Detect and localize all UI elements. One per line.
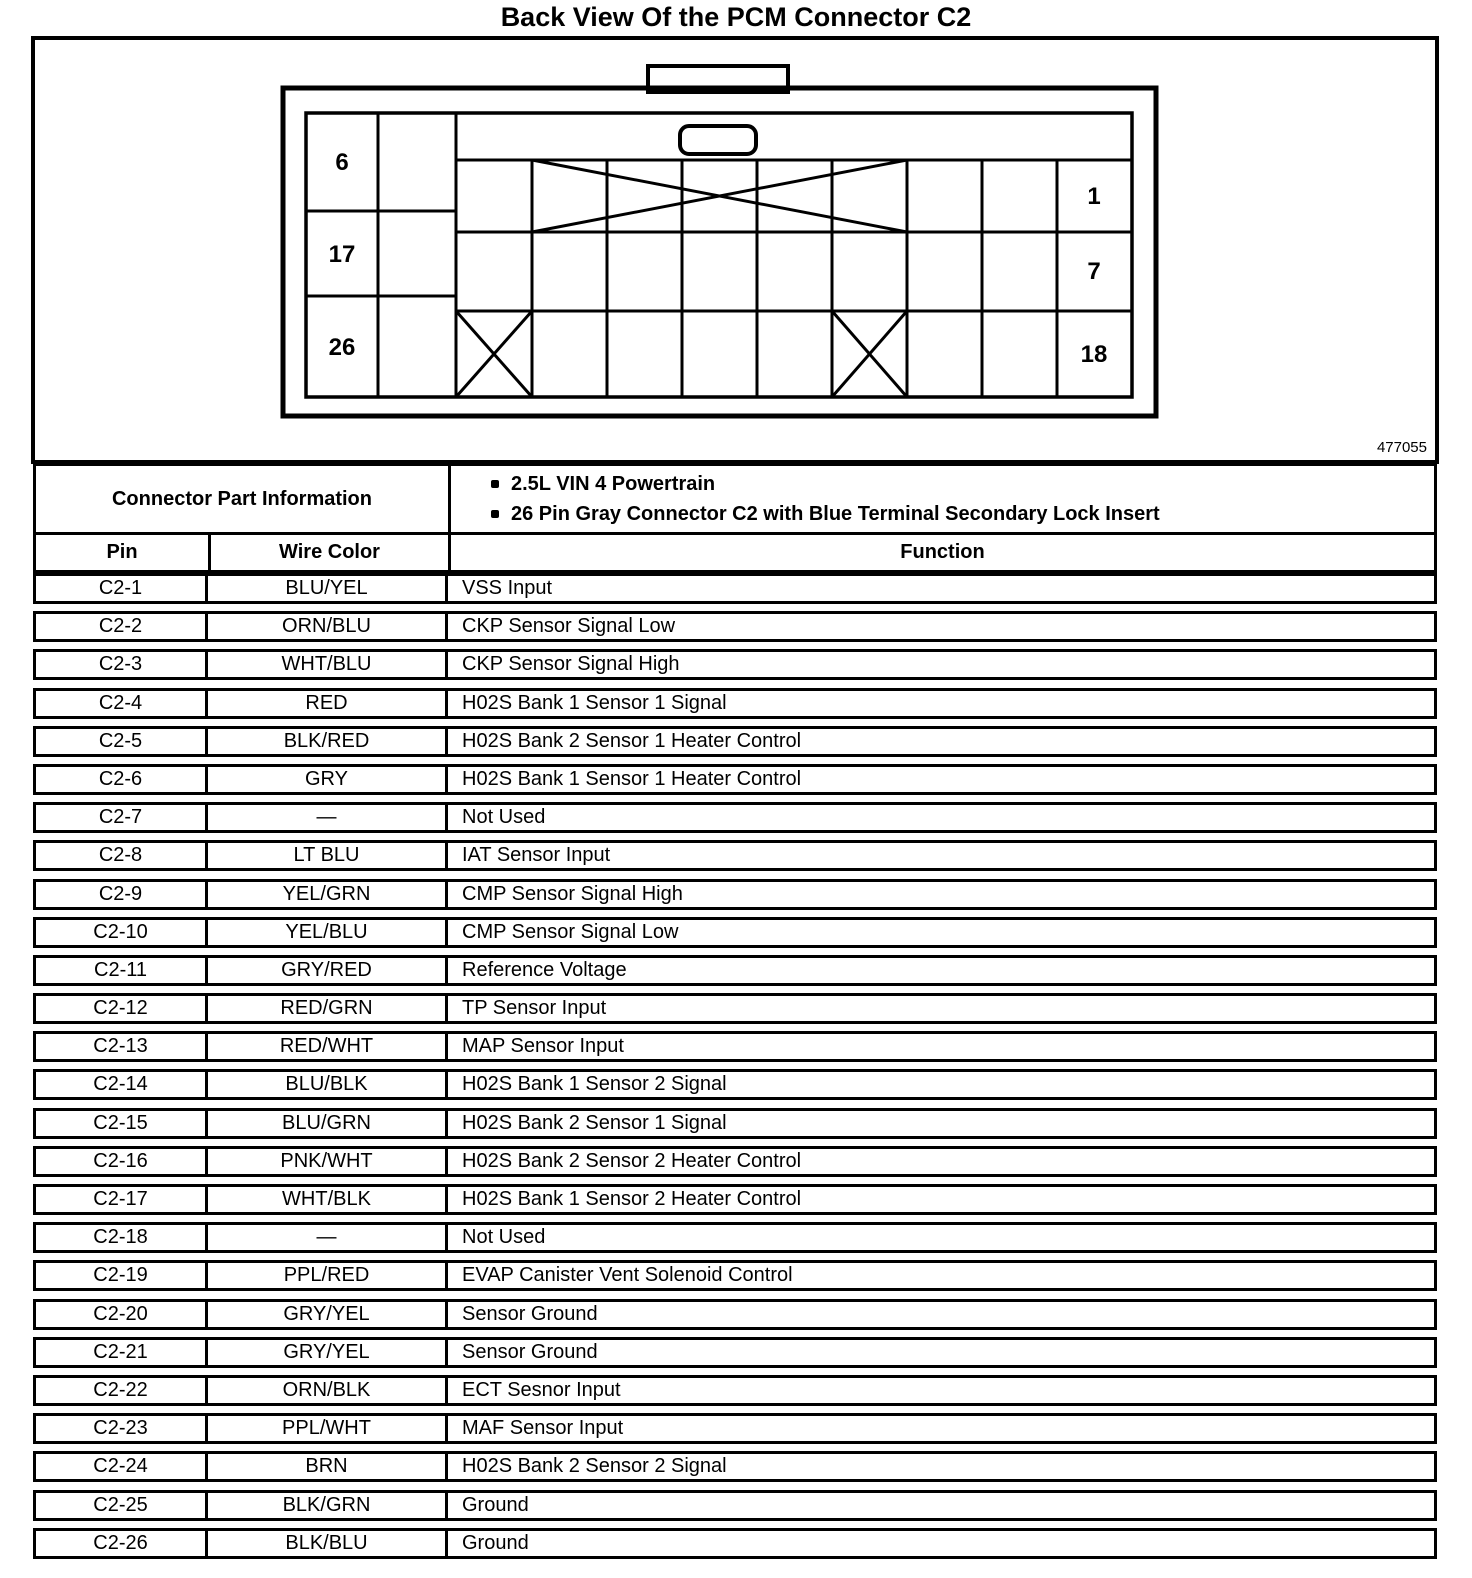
table-row — [33, 840, 1437, 871]
function-cell: Sensor Ground — [462, 1302, 598, 1325]
wire-color-cell: GRY/YEL — [208, 1302, 448, 1327]
wire-color-cell: GRY — [208, 767, 448, 792]
table-row — [33, 1413, 1437, 1444]
function-cell: H02S Bank 1 Sensor 1 Heater Control — [462, 767, 802, 790]
pin-cell: C2-2 — [36, 614, 208, 639]
table-row — [33, 1069, 1437, 1100]
pin-cell: C2-10 — [36, 920, 208, 945]
bullet-icon — [491, 510, 499, 518]
table-row — [33, 1260, 1437, 1291]
pin-label-17: 17 — [328, 241, 356, 268]
function-cell: Sensor Ground — [462, 1340, 598, 1363]
function-cell: H02S Bank 1 Sensor 2 Signal — [462, 1073, 727, 1096]
wire-color-cell: — — [208, 1225, 448, 1250]
pinout-table-header — [33, 532, 1437, 573]
wire-color-cell: WHT/BLK — [208, 1187, 448, 1212]
function-cell: IAT Sensor Input — [462, 844, 611, 867]
table-row — [33, 802, 1437, 833]
table-row — [33, 1451, 1437, 1482]
wire-color-cell: BLU/YEL — [208, 576, 448, 601]
table-row — [33, 1375, 1437, 1406]
wire-color-cell: BRN — [208, 1454, 448, 1479]
wire-color-cell: ORN/BLU — [208, 614, 448, 639]
pin-cell: C2-15 — [36, 1111, 208, 1136]
table-row — [33, 649, 1437, 680]
pin-label-7: 7 — [1087, 258, 1101, 285]
pin-cell: C2-11 — [36, 958, 208, 983]
pin-cell: C2-19 — [36, 1263, 208, 1288]
connector-part-info-row — [33, 463, 1437, 535]
wire-color-cell: YEL/BLU — [208, 920, 448, 945]
pin-cell: C2-25 — [36, 1493, 208, 1518]
function-cell: H02S Bank 2 Sensor 2 Signal — [462, 1455, 727, 1478]
pin-cell: C2-4 — [36, 691, 208, 716]
pin-cell: C2-14 — [36, 1072, 208, 1097]
keyway-slot — [680, 126, 756, 154]
wire-color-cell: PPL/RED — [208, 1263, 448, 1288]
pin-cell: C2-6 — [36, 767, 208, 792]
function-cell: CKP Sensor Signal Low — [462, 615, 676, 638]
pin-cell: C2-20 — [36, 1302, 208, 1327]
wire-color-cell: BLU/BLK — [208, 1072, 448, 1097]
pin-label-1: 1 — [1087, 183, 1101, 210]
pin-label-6: 6 — [335, 149, 349, 176]
wire-color-cell: ORN/BLK — [208, 1378, 448, 1403]
function-cell: H02S Bank 1 Sensor 1 Signal — [462, 691, 727, 714]
connector-part-info-details — [451, 466, 1434, 532]
pin-cell: C2-24 — [36, 1454, 208, 1479]
info-bullet-text: 2.5L VIN 4 Powertrain — [511, 472, 716, 495]
pin-number-labels — [329, 149, 1108, 368]
wire-color-cell: GRY/YEL — [208, 1340, 448, 1365]
wire-color-cell: RED/WHT — [208, 1034, 448, 1059]
column-header-pin: Pin — [36, 535, 211, 570]
table-row — [33, 1337, 1437, 1368]
table-row — [33, 993, 1437, 1024]
table-row — [33, 611, 1437, 642]
pin-cell: C2-17 — [36, 1187, 208, 1212]
wire-color-cell: — — [208, 805, 448, 830]
wire-color-cell: PPL/WHT — [208, 1416, 448, 1441]
function-cell: VSS Input — [462, 577, 553, 599]
pin-cell: C2-8 — [36, 843, 208, 868]
pin-grid — [456, 160, 1132, 397]
function-cell: Reference Voltage — [462, 958, 627, 981]
function-cell: CKP Sensor Signal High — [462, 653, 680, 676]
table-row — [33, 1146, 1437, 1177]
column-header-function: Function — [900, 541, 985, 563]
connector-outline — [283, 88, 1156, 416]
connector-diagram — [0, 0, 1472, 470]
wire-color-cell: YEL/GRN — [208, 882, 448, 907]
info-bullet-line — [491, 503, 1434, 526]
wire-color-cell: BLK/RED — [208, 729, 448, 754]
wire-color-cell: LT BLU — [208, 843, 448, 868]
function-cell: MAF Sensor Input — [462, 1417, 624, 1440]
pinout-rows — [33, 573, 1437, 1566]
table-row — [33, 1031, 1437, 1062]
wire-color-cell: PNK/WHT — [208, 1149, 448, 1174]
table-row — [33, 917, 1437, 948]
table-row — [33, 764, 1437, 795]
function-cell: Not Used — [462, 1226, 546, 1249]
table-row — [33, 879, 1437, 910]
wire-color-cell: BLK/BLU — [208, 1531, 448, 1556]
function-cell: Ground — [462, 1531, 529, 1554]
pin-label-18: 18 — [1080, 341, 1108, 368]
table-row — [33, 1528, 1437, 1559]
pin-label-26: 26 — [328, 334, 356, 361]
pin-cell: C2-3 — [36, 652, 208, 677]
table-row — [33, 573, 1437, 604]
function-cell: Ground — [462, 1493, 529, 1516]
info-bullet-line — [491, 473, 1434, 496]
function-cell: MAP Sensor Input — [462, 1035, 624, 1058]
function-cell: EVAP Canister Vent Solenoid Control — [462, 1264, 793, 1287]
figure-number: 477055 — [1376, 439, 1427, 456]
pin-cell: C2-12 — [36, 996, 208, 1021]
table-row — [33, 688, 1437, 719]
bullet-icon — [491, 480, 499, 488]
table-row — [33, 1108, 1437, 1139]
connector-part-info-header: Connector Part Information — [36, 466, 451, 532]
pin-cell: C2-7 — [36, 805, 208, 830]
function-cell: H02S Bank 2 Sensor 1 Heater Control — [462, 729, 802, 752]
function-cell: TP Sensor Input — [462, 997, 607, 1020]
function-cell: ECT Sesnor Input — [462, 1378, 621, 1401]
table-row — [33, 955, 1437, 986]
table-row — [33, 1490, 1437, 1521]
wire-color-cell: BLU/GRN — [208, 1111, 448, 1136]
pin-cell: C2-18 — [36, 1225, 208, 1250]
function-cell: CMP Sensor Signal Low — [462, 920, 679, 943]
wire-color-cell: RED — [208, 691, 448, 716]
wire-color-cell: GRY/RED — [208, 958, 448, 983]
pin-cell: C2-5 — [36, 729, 208, 754]
info-bullet-text: 26 Pin Gray Connector C2 with Blue Terminal Secondary Lock Insert — [511, 502, 1160, 525]
table-row — [33, 1299, 1437, 1330]
pin-cell: C2-23 — [36, 1416, 208, 1441]
pin-cell: C2-26 — [36, 1531, 208, 1556]
wire-color-cell: BLK/GRN — [208, 1493, 448, 1518]
pin-cell: C2-13 — [36, 1034, 208, 1059]
function-cell: CMP Sensor Signal High — [462, 882, 683, 905]
function-cell: Not Used — [462, 806, 546, 829]
table-row — [33, 1184, 1437, 1215]
page-title: Back View Of the PCM Connector C2 — [500, 2, 972, 32]
function-cell: H02S Bank 2 Sensor 2 Heater Control — [462, 1149, 802, 1172]
wire-color-cell: RED/GRN — [208, 996, 448, 1021]
pin-cell: C2-1 — [36, 576, 208, 601]
wire-color-cell: WHT/BLU — [208, 652, 448, 677]
function-cell: H02S Bank 2 Sensor 1 Signal — [462, 1111, 727, 1134]
pin-cell: C2-22 — [36, 1378, 208, 1403]
pin-cell: C2-21 — [36, 1340, 208, 1365]
pin-cell: C2-16 — [36, 1149, 208, 1174]
function-cell: H02S Bank 1 Sensor 2 Heater Control — [462, 1188, 802, 1210]
pin-cell: C2-9 — [36, 882, 208, 907]
table-row — [33, 726, 1437, 757]
column-header-wire-color: Wire Color — [211, 535, 451, 570]
table-row — [33, 1222, 1437, 1253]
